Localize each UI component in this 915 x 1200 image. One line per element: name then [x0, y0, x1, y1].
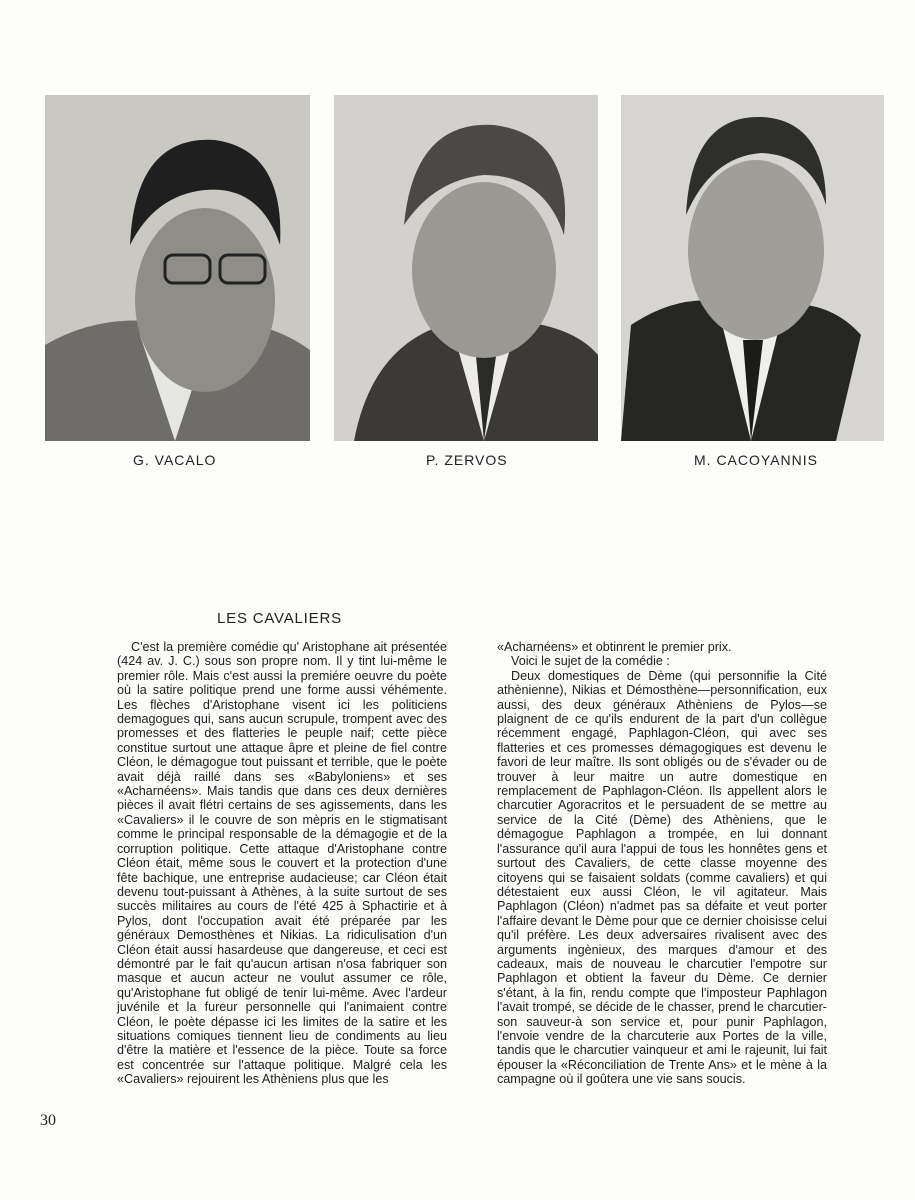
paragraph: «Acharnéens» et obtinrent le premier prix.	[497, 640, 732, 654]
portrait-zervos-icon	[334, 95, 598, 441]
article-right-column	[497, 640, 827, 1087]
article-title: LES CAVALIERS	[217, 610, 342, 627]
portrait-cacoyannis-icon	[621, 95, 884, 441]
article-left-column	[117, 640, 447, 1087]
portrait-vacalo-icon	[45, 95, 310, 441]
caption-cacoyannis: M. CACOYANNIS	[694, 452, 818, 468]
paragraph: Deux domestiques de Dème (qui personnifie la Cité athènienne), Nikias et Démosthène—personnification, eux aussi, des deux généraux Athèniens de Pylos—se plaignent de ce qu'ils endurent de la part d'un collègue récemment engagé, Paphlagon-Cléon, qui avec ses flatteries et ces promesses démagogiques est devenu le favori de leur maître. Ils sont obligés ou de s'évader ou de trouver à leur maitre un autre domestique en remplacement de Paphlagon-Cléon. Ils appellent alors le charcutier Agoracritos et le persuadent de se mettre au service de la Cité (Dème) des Athèniens, que le démagogue Paphlagon a trompée, en lui donnant l'assurance qu'il aura l'appui de tous les honnêtes gens et surtout des Cavaliers, de cette classe moyenne des citoyens qui se faisaient soldats (comme cavaliers) et qui détestaient eux aussi Cléon, le vil agitateur. Mais Paphlagon (Cléon) n'admet pas sa défaite et veut porter l'affaire devant le Dème pour que ce dernier choisisse celui qu'il préfère. Les deux adversaires rivalisent avec des arguments ingènieux, des marques d'amour et des cadeaux, mais de nouveau le charcutier l'empotre sur Paphlagon et obtient la faveur du Dème. Ce dernier s'étant, à la fin, rendu compte que l'imposteur Paphlagon l'avait trompé, se décide de le chasser, prend le charcutier-son sauveur-à son service et, pour punir Paphlagon, l'envoie vendre de la charcuterie aux Portes de la ville, tandis que le charcutier vainqueur et ami le rajeunit, lui fait épouser la «Réconciliation de Trente Ans» et le mène à la campagne où il goûtera une vie sans soucis.	[497, 668, 827, 1087]
caption-vacalo: G. VACALO	[133, 452, 217, 468]
paragraph: Voici le sujet de la comédie :	[511, 654, 670, 669]
paragraph: C'est la première comédie qu' Aristophane ait présentée (424 av. J. C.) sous son propre nom. Il y tint lui-même le premier rôle. Mais c'est aussi la premiére oeuvre du poète où la satire politique prend une forme aussi véhémente. Les flèches d'Aristophane visent ici les politiciens demagogues qui, sans aucun scrupule, trompent avec des promesses et des flatteries le peuple naif; cette pièce constitue surtout une attaque âpre et pleine de fiel contre Cléon, le démagogue tout puissant et terrible, que le poète avait déjà raillé dans ses «Babyloniens» et ses «Acharnéens». Mais tandis que dans ces deux dernières pièces il avait flétri certains de ses agissements, dans les «Cavaliers» il le couvre de son mèpris en le stigmatisant comme le principal responsable de la démagogie et de la corruption politique. Cette attaque d'Aristophane contre Cléon était, même sous le couvert et la protection d'une fête bachique, une entreprise audacieuse; car Cléon était devenu tout-puissant à Athènes, à la suite surtout de ses succès militaires au cours de l'été 425 à Sphactirie et à Pylos, dont l'occupation avait été préparée par les généraux Demosthènes et Nikias. La ridiculisation d'un Cléon était aussi hasardeuse que dangereuse, et ceci est démontré par le fait qu'aucun artisan n'osa fabriquer son masque et aucun acteur ne voulut assumer ce rôle, qu'Aristophane fut obligé de tenir lui-même. Avec l'ardeur juvénile et la fureur personnelle qui l'animaient contre Cléon, le poète dépasse ici les limites de la satire et les situations comiques tiennent lieu de condiments au lieu d'être la matière et l'essence de la pièce. Toute sa force est concentrée sur l'attaque politique. Malgré cela les «Cavaliers» rejouirent les Athèniens plus que les	[117, 640, 447, 1087]
caption-zervos: P. ZERVOS	[426, 452, 508, 468]
page-number: 30	[40, 1112, 56, 1129]
portrait-photo-cacoyannis	[621, 95, 884, 441]
portrait-photo-zervos	[334, 95, 598, 441]
portrait-photo-vacalo	[45, 95, 310, 441]
